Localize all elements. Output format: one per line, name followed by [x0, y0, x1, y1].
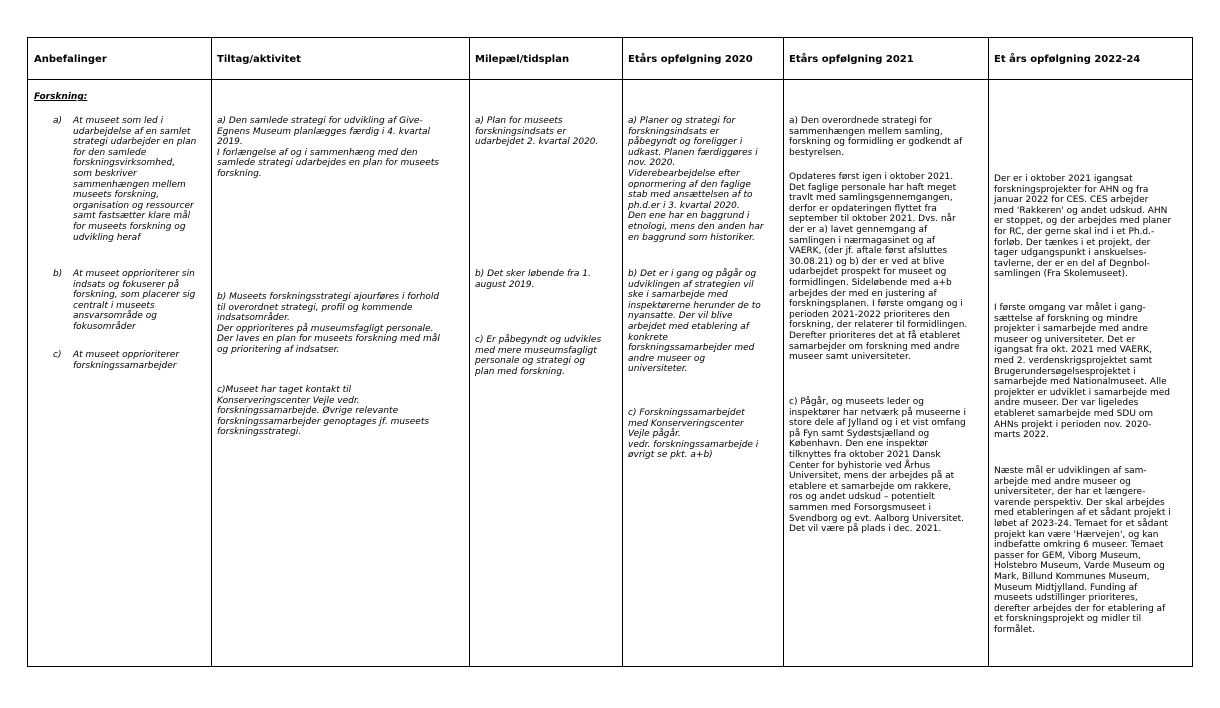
opfoelgning-2022-p1: Der er i oktober 2021 igangsat forskningsprojekter for AHN og fra januar 2022 for CES. CES arbejder med 'Rakkeren' og andet udskud. AHN er stoppet, og der arbejdes med planer for RC, der gerne skal ind i et Ph.d.- forløb. Der tænkes i et projekt, der tager udgangspunkt i anskuelses- tavlerne, der er en del af Degnbol- samlingen (Fra Skolemuseet).	[994, 174, 1172, 280]
opfoelgning-2022-p3: Næste mål er udviklingen af sam- arbejde med andre museer og universiteter, der har et længere- varende perspektiv. Der skal arbejdes med etableringen af et sådant projekt i løbet af 2023-24. Temaet for et sådant projekt kan være 'Hærvejen', og kan indbefatte omkring 6 museer. Temaet passer for GEM, Viborg Museum, Holstebro Museum, Varde Museum og Mark, Billund Kommunes Museum, Museum Midtjylland. Funding af museets udstillinger prioriteres, derefter arbejdes der for etablering af et forskningsprojekt og midler til formålet.	[994, 466, 1171, 635]
opfoelgning-2021-b: Opdateres først igen i oktober 2021. Det faglige personale har haft meget travlt med samlingsgennemgangen, derfor er opdateringen flyttet fra september til oktober 2021. Dvs. når der er a) lavet gennemgang af samlingen i nærmagasinet og af VAERK, (der jf. aftale først afsluttes 30.08.21) og b) der er ved at blive udarbejdet prospekt for museet og formidlingen. Sideløbende med a+b arbejdes der med en justering af forskningsplanen. I første omgang og i perioden 2021-2022 prioriteres den forskning, der relaterer til formidlingen. Derefter prioriteres det at få etableret samarbejder om forskning med andre museer samt universiteter.	[789, 172, 968, 363]
header-tiltag: Tiltag/aktivitet	[217, 53, 301, 65]
cell-anbefalinger	[28, 80, 211, 666]
list-marker: b)	[53, 269, 63, 279]
milepael-a: a) Plan for museets forskningsindsats er udarbejdet 2. kvartal 2020.	[475, 116, 599, 148]
milepael-c: c) Er påbegyndt og udvikles med mere museumsfagligt personale og strategi og plan med forskning.	[475, 335, 602, 377]
tiltag-c: c)Museet har taget kontakt til Konserveringscenter Vejle vedr. forskningssamarbejde. Øvrige relevante forskningssamarbejder genoptages jf. museets forskningsstrategi.	[217, 385, 430, 438]
header-anbefalinger: Anbefalinger	[34, 53, 107, 65]
opfoelgning-2022-p2: I første omgang var målet i gang- sættelse af forskning og mindre projekter i samarbejde med andre museer og universiteter. Det er igangsat fra okt. 2021 med VAERK, med 2. verdenskrigsprojektet samt Brugerundersøgelsesprojektet i samarbejde med Nationalmuseet. Alle projekter er udviklet i samarbejde med andre museer. Der var ligeledes etableret samarbejde med SDU om AHNs projekt i perioden nov. 2020- marts 2022.	[994, 303, 1171, 441]
milepael-b: b) Det sker løbende fra 1. august 2019.	[475, 269, 591, 290]
cell-2020	[622, 80, 783, 666]
header-2022-24: Et års opfølgning 2022-24	[994, 53, 1141, 65]
tiltag-a: a) Den samlede strategi for udvikling af Give- Egnens Museum planlægges færdig i 4. kvartal 2019. I forlængelse af og i sammenhæng med den samlede strategi udarbejdes en plan for museets forskning.	[217, 116, 439, 179]
recommendations-table	[27, 37, 1193, 667]
list-marker: a)	[53, 116, 63, 126]
list-marker: c)	[53, 350, 62, 360]
recommendation-b: At museet opprioriterer sin indsats og fokuserer på forskning, som placerer sig centralt i museets ansvarsområde og fokusområder	[73, 269, 196, 332]
opfoelgning-2021-a: a) Den overordnede strategi for sammenhængen mellem samling, forskning og formidling er godkendt af bestyrelsen.	[789, 116, 963, 158]
recommendation-a: At museet som led i udarbejdelse af en samlet strategi udarbejder en plan for den samlede forskningsvirksomhed, som beskriver sammenhængen mellem museets forskning, organisation og ressourcer samt fastsætter klare mål for museets forskning og udvikling heraf	[73, 116, 197, 243]
opfoelgning-2020-c: c) Forskningssamarbejdet med Konserveringscenter Vejle pågår. vedr. forskningssamarbejde i øvrigt se pkt. a+b)	[628, 408, 759, 461]
header-milepael: Milepæl/tidsplan	[475, 53, 570, 65]
opfoelgning-2021-c: c) Pågår, og museets leder og inspektører har netværk på museerne i store dele af Jylland og i et vist omfang på Fyn samt Sydøstsjælland og København. Den ene inspektør tilknyttes fra oktober 2021 Dansk Center for byhistorie ved Århus Universitet, mens der arbejdes på at etablere et samarbejde om rakkere, ros og andet udskud – potentielt sammen med Forsorgsmuseet i Svendborg og evt. Aalborg Universitet. Det vil være på plads i dec. 2021.	[789, 397, 966, 535]
recommendation-c: At museet opprioriterer forskningssamarbejder	[73, 350, 180, 371]
cell-tiltag	[211, 80, 469, 666]
cell-2021	[783, 80, 988, 666]
cell-2022-24	[988, 80, 1194, 666]
header-2021: Etårs opfølgning 2021	[789, 53, 914, 65]
section-title: Forskning:	[34, 92, 88, 102]
cell-milepael	[469, 80, 622, 666]
tiltag-b: b) Museets forskningsstrategi ajourføres i forhold til overordnet strategi, profil og kommende indsatsområder. Der opprioriteres på museumsfagligt personale. Der laves en plan for museets forskning med mål og prioritering af indsatser.	[217, 292, 440, 355]
opfoelgning-2020-a: a) Planer og strategi for forskningsindsats er påbegyndt og foreligger i udkast. Planen færdiggøres i nov. 2020. Viderebearbejdelse efter opnormering af den faglige stab med ansættelsen af to ph.d.er i 3. kvartal 2020. Den ene har en baggrund i etnologi, mens den anden har en baggrund som historiker.	[628, 116, 764, 243]
header-2020: Etårs opfølgning 2020	[628, 53, 753, 65]
opfoelgning-2020-b: b) Det er i gang og pågår og udviklingen af strategien vil ske i samarbejde med inspektørerne herunder de to nyansatte. Der vil blive arbejdet med etablering af konkrete forskningssamarbejder med andre museer og universiteter.	[628, 269, 761, 375]
